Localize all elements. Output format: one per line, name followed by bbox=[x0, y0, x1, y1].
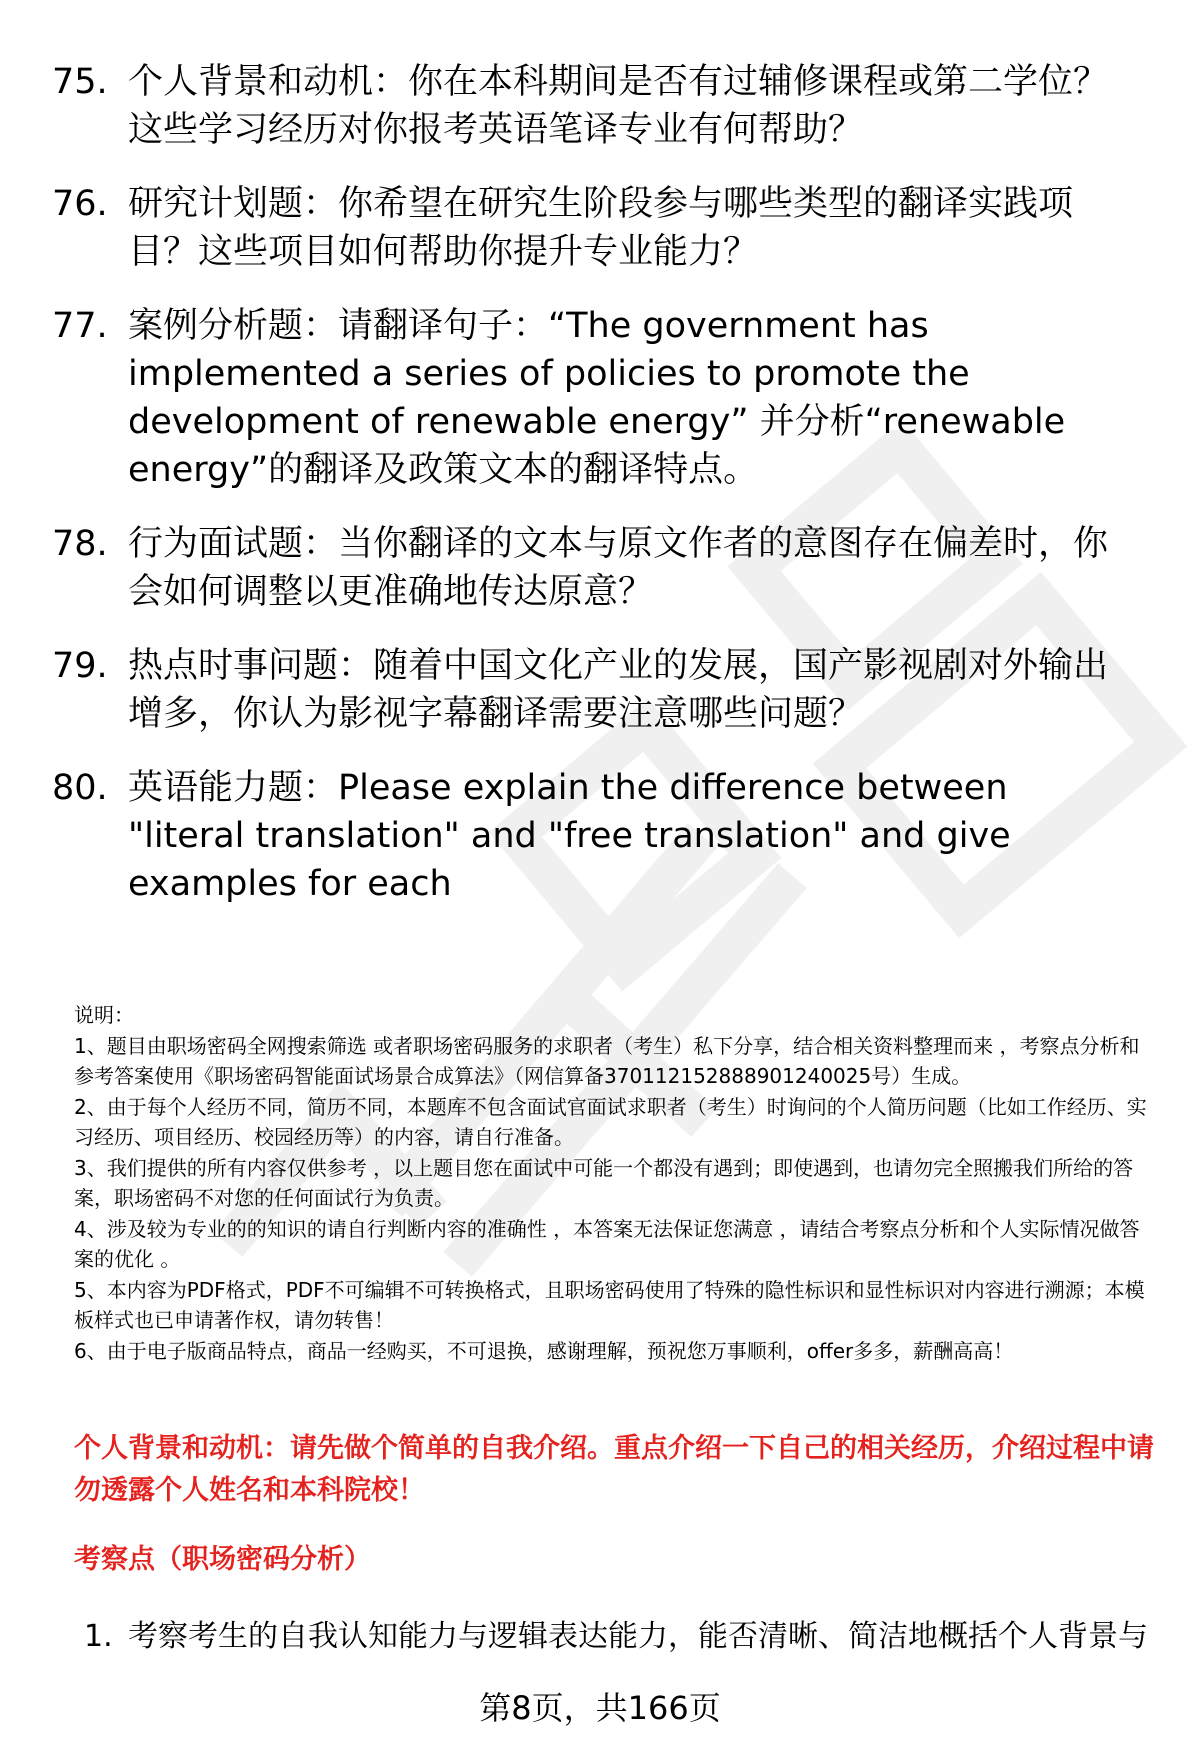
note-item: 3、我们提供的所有内容仅供参考 ，以上题目您在面试中可能一个都没有遇到；即使遇到，也请勿完全照搬我们所给的答案，职场密码不对您的任何面试行为负责。 bbox=[74, 1155, 1134, 1210]
question-item bbox=[52, 58, 1152, 154]
question-number: 76. bbox=[52, 184, 108, 224]
question-number: 75. bbox=[52, 62, 108, 102]
question-item bbox=[52, 520, 1152, 616]
notes-heading: 说明： bbox=[74, 1003, 134, 1027]
question-text: 英语能力题：Please explain the difference between "literal translation" and "free translation" and give examples for each bbox=[128, 768, 1011, 904]
focus-item-number: 1. bbox=[84, 1619, 113, 1654]
focus-list-item bbox=[84, 1616, 1164, 1658]
note-item: 5、本内容为PDF格式，PDF不可编辑不可转换格式，且职场密码使用了特殊的隐性标识和显性标识对内容进行溯源；本模板样式也已申请著作权，请勿转售！ bbox=[74, 1277, 1145, 1332]
notes-section bbox=[74, 1000, 1154, 1366]
note-item: 1、题目由职场密码全网搜索筛选 或者职场密码服务的求职者（考生）私下分享，结合相关资料整理而来 ，考察点分析和参考答案使用《职场密码智能面试场景合成算法》（网信算备370112152888901240025号）生成。 bbox=[74, 1033, 1140, 1088]
question-item bbox=[52, 764, 1152, 908]
focus-item-text: 考察考生的自我认知能力与逻辑表达能力，能否清晰、简洁地概括个人背景与 bbox=[128, 1619, 1148, 1654]
note-item: 6、由于电子版商品特点，商品一经购买，不可退换，感谢理解，预祝您万事顺利，offer多多，薪酬高高！ bbox=[74, 1338, 1014, 1363]
question-number: 78. bbox=[52, 524, 108, 564]
question-number: 79. bbox=[52, 646, 108, 686]
question-item bbox=[52, 302, 1152, 494]
question-item bbox=[52, 180, 1152, 276]
note-item: 4、涉及较为专业的的知识的请自行判断内容的准确性 ，本答案无法保证您满意 ，请结合考察点分析和个人实际情况做答案的优化 。 bbox=[74, 1216, 1140, 1271]
page-footer: 第8页，共166页 bbox=[479, 1689, 721, 1727]
question-text: 个人背景和动机：你在本科期间是否有过辅修课程或第二学位？这些学习经历对你报考英语笔译专业有何帮助？ bbox=[128, 62, 1109, 150]
question-text: 热点时事问题：随着中国文化产业的发展，国产影视剧对外输出增多，你认为影视字幕翻译需要注意哪些问题？ bbox=[128, 646, 1109, 734]
question-text: 研究计划题：你希望在研究生阶段参与哪些类型的翻译实践项目？这些项目如何帮助你提升专业能力？ bbox=[128, 184, 1074, 272]
question-text: 行为面试题：当你翻译的文本与原文作者的意图存在偏差时，你会如何调整以更准确地传达原意？ bbox=[128, 524, 1109, 612]
focus-heading: 考察点（职场密码分析） bbox=[74, 1544, 371, 1575]
section-title: 个人背景和动机：请先做个简单的自我介绍。重点介绍一下自己的相关经历，介绍过程中请勿透露个人姓名和本科院校！ bbox=[74, 1433, 1154, 1506]
question-list bbox=[52, 58, 1152, 934]
question-number: 80. bbox=[52, 768, 108, 808]
question-item bbox=[52, 642, 1152, 738]
question-text: 案例分析题：请翻译句子：“The government has implemented a series of policies to promote the development of renewable energy” 并分析“renewable energy”的翻译及政策文本的翻译特点。 bbox=[128, 306, 1066, 490]
note-item: 2、由于每个人经历不同，简历不同，本题库不包含面试官面试求职者（考生）时询问的个人简历问题（比如工作经历、实习经历、项目经历、校园经历等）的内容，请自行准备。 bbox=[74, 1094, 1147, 1149]
question-number: 77. bbox=[52, 306, 108, 346]
